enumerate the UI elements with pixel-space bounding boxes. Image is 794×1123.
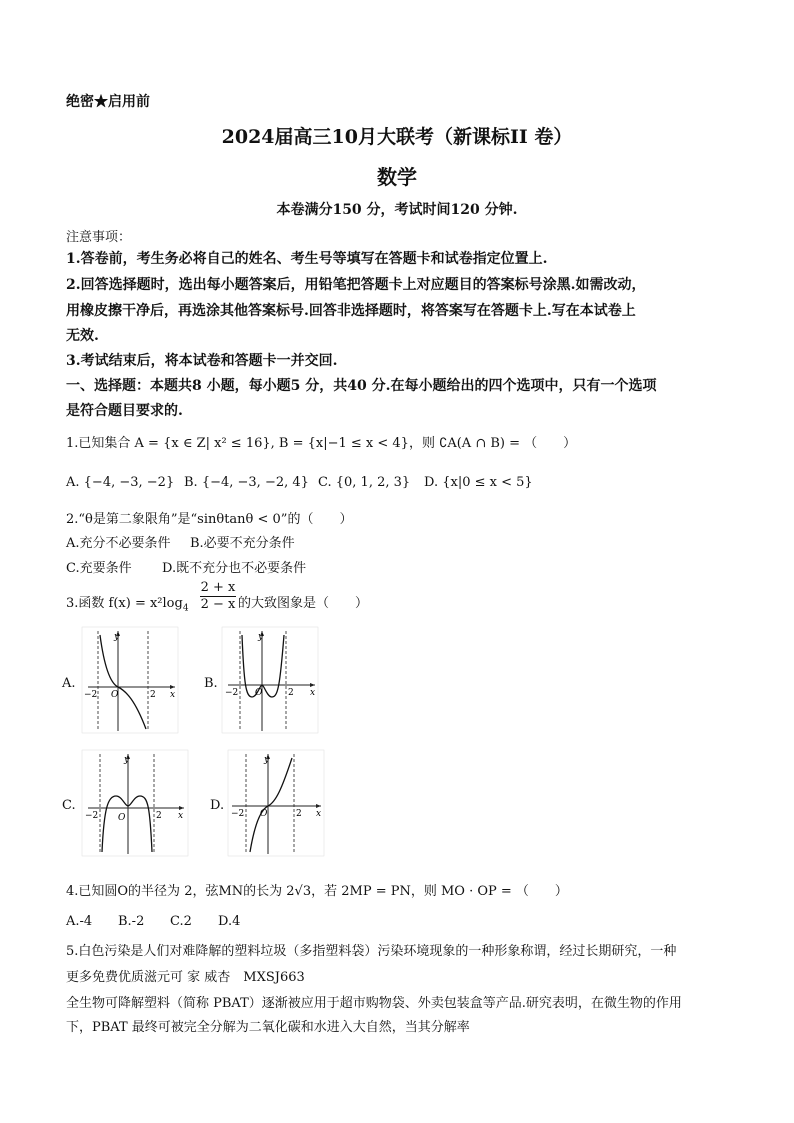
question-4-option-d: D.4	[218, 914, 241, 929]
graph-d	[226, 748, 326, 858]
question-3-stem	[66, 592, 189, 614]
graph-b-frame	[222, 627, 318, 733]
graph-a-neg2-label: −2	[84, 690, 98, 700]
question-1-option-d: D. {x|0 ≤ x < 5}	[424, 475, 533, 490]
graph-c-frame	[82, 750, 188, 856]
graph-a-y-label: y	[114, 632, 120, 642]
question-1-stem: 1.已知集合 A = {x ∈ Z| x² ≤ 16}, B = {x|−1 ≤ x < 4}，则 ∁A(A ∩ B) = （ ）	[66, 436, 577, 451]
graph-b	[220, 625, 320, 735]
question-4-stem: 4.已知圆O的半径为 2，弦MN的长为 2√3，若 2MP = PN，则 MO · OP = （ ）	[66, 884, 568, 899]
graph-c-x-label: x	[178, 811, 184, 821]
question-2-option-b: B.必要不充分条件	[190, 536, 295, 551]
graph-b-pos2-label: 2	[288, 688, 294, 698]
graph-d-y-label: y	[264, 755, 270, 765]
notice-item-2-line-1: 2.回答选择题时，选出每小题答案后，用铅笔把答题卡上对应题目的答案标号涂黑.如需改动，	[66, 277, 646, 293]
question-5-line-2: 更多免费优质滋元可 家 威杏 MXSJ663	[66, 970, 305, 985]
question-2-option-d: D.既不充分也不必要条件	[162, 561, 307, 576]
question-4-option-a: A.-4	[66, 914, 93, 929]
graph-a-x-label: x	[170, 690, 176, 700]
graph-b-neg2-label: −2	[225, 688, 239, 698]
graph-b-x-label: x	[310, 688, 316, 698]
section-1-line-2: 是符合题目要求的.	[66, 403, 183, 419]
question-3-stem-prefix: 3.函数 f(x) = x²log	[66, 596, 183, 611]
graph-c-y-label: y	[124, 755, 130, 765]
graph-d-neg2-label: −2	[231, 809, 245, 819]
graph-c-label: C.	[62, 798, 76, 813]
graph-a-pos2-label: 2	[150, 690, 156, 700]
notice-item-2-line-2: 用橡皮擦干净后，再选涂其他答案标号.回答非选择题时，将答案写在答题卡上.写在本试卷上	[66, 303, 636, 319]
graph-a-frame	[82, 627, 178, 733]
question-2-option-c: C.充要条件	[66, 561, 132, 576]
graph-d-origin-label: O	[260, 809, 268, 819]
notice-item-3: 3.考试结束后，将本试卷和答题卡一并交回.	[66, 353, 338, 369]
question-3-log-base: 4	[182, 603, 189, 614]
graph-c	[80, 748, 190, 858]
exam-title: 2024届高三10月大联考（新课标II 卷）	[221, 126, 573, 148]
question-3-fraction	[200, 580, 236, 613]
graph-d-pos2-label: 2	[296, 809, 302, 819]
question-2-option-a: A.充分不必要条件	[66, 536, 171, 551]
question-1-option-b: B. {−4, −3, −2, 4}	[184, 475, 309, 490]
graph-c-neg2-label: −2	[85, 811, 99, 821]
question-3-fraction-numerator: 2 + x	[200, 580, 236, 595]
graph-a	[80, 625, 180, 735]
graph-a-origin-label: O	[111, 690, 119, 700]
subject-title: 数学	[377, 165, 417, 189]
question-5-line-3: 全生物可降解塑料（简称 PBAT）逐渐被应用于超市购物袋、外卖包装盒等产品.研究表明，在微生物的作用	[66, 996, 682, 1011]
graph-d-x-label: x	[316, 809, 322, 819]
question-5-line-1: 5.白色污染是人们对难降解的塑料垃圾（多指塑料袋）污染环境现象的一种形象称谓，经过长期研究，一种	[66, 944, 677, 959]
question-2-stem: 2.“θ是第二象限角”是“sinθtanθ < 0”的（ ）	[66, 512, 353, 527]
graph-c-pos2-label: 2	[156, 811, 162, 821]
graph-b-label: B.	[204, 676, 218, 691]
notice-heading: 注意事项：	[66, 230, 132, 245]
score-info: 本卷满分150 分，考试时间120 分钟.	[276, 202, 518, 218]
question-4-option-c: C.2	[170, 914, 192, 929]
graph-c-origin-label: O	[118, 813, 126, 823]
notice-item-2-line-3: 无效.	[66, 328, 99, 344]
graph-b-origin-label: O	[255, 688, 263, 698]
notice-item-1: 1.答卷前，考生务必将自己的姓名、考生号等填写在答题卡和试卷指定位置上.	[66, 251, 548, 267]
secret-label: 绝密★启用前	[66, 94, 150, 110]
question-1-option-c: C. {0, 1, 2, 3}	[318, 475, 411, 490]
section-1-line-1: 一、选择题：本题共8 小题，每小题5 分，共40 分.在每小题给出的四个选项中，只有一个选项	[66, 378, 657, 394]
graph-b-y-label: y	[258, 632, 264, 642]
question-4-option-b: B.-2	[118, 914, 145, 929]
graph-d-frame	[228, 750, 324, 856]
graph-a-label: A.	[62, 676, 76, 691]
question-3-fraction-denominator: 2 − x	[200, 597, 236, 612]
question-5-line-4: 下，PBAT 最终可被完全分解为二氧化碳和水进入大自然，当其分解率	[66, 1020, 470, 1035]
question-1-option-a: A. {−4, −3, −2}	[66, 475, 175, 490]
question-3-stem-suffix: 的大致图象是（ ）	[238, 596, 369, 611]
graph-d-label: D.	[210, 798, 225, 813]
